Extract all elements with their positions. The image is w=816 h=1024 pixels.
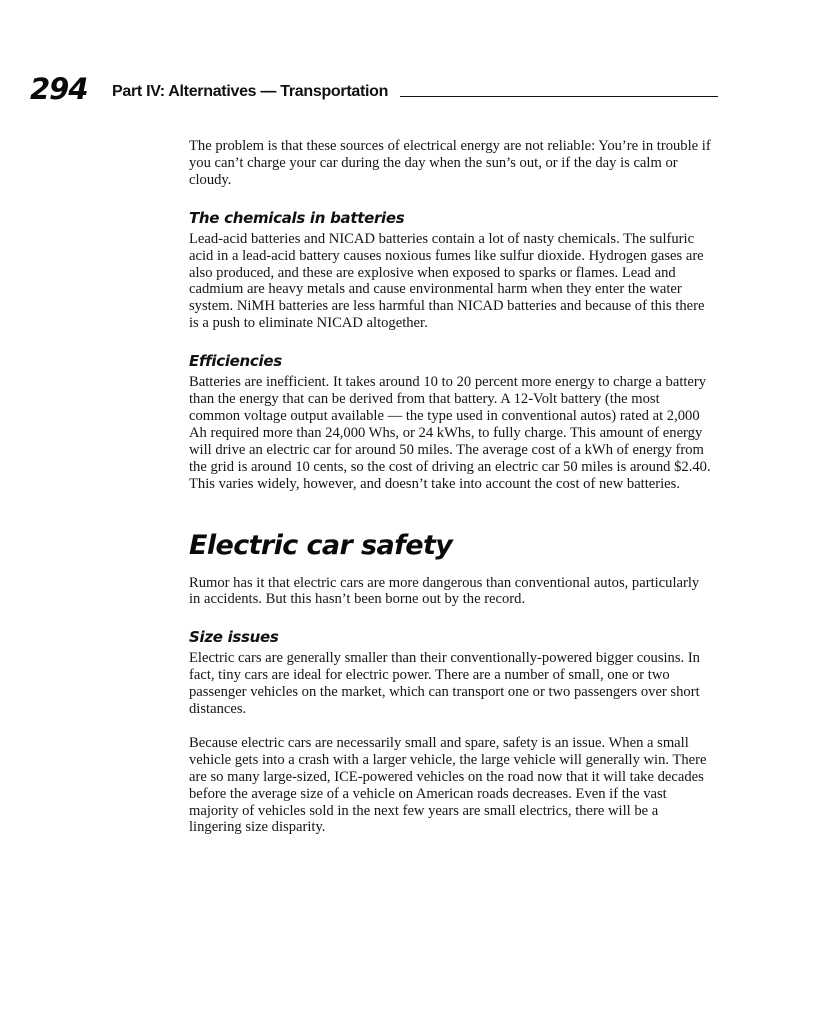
paragraph-safety-intro: Rumor has it that electric cars are more dangerous than conventional autos, particularly in accidents. But this hasn’t been borne out by the record.	[189, 574, 700, 608]
section-heading-chemicals: The chemicals in batteries	[189, 208, 405, 227]
paragraph-size-issues-2: Because electric cars are necessarily small and spare, safety is an issue. When a small vehicle gets into a crash with a larger vehicle, the large vehicle will generally win. There are so many large-sized, ICE-powered vehicles on the road now that it will take decades before the average size of a vehicle on American roads decreases. Even if the vast majority of vehicles sold in the next few years are small electrics, there will be a lingering size disparity.	[189, 734, 707, 836]
page-content	[189, 138, 711, 836]
intro-paragraph: The problem is that these sources of electrical energy are not reliable: You’re in trouble if you can’t charge your car during the day when the sun’s out, or if the day is calm or cloudy.	[189, 138, 711, 188]
major-heading-safety: Electric car safety	[189, 529, 453, 561]
paragraph-chemicals: Lead-acid batteries and NICAD batteries contain a lot of nasty chemicals. The sulfuric acid in a lead-acid battery causes noxious fumes like sulfur dioxide. Hydrogen gases are also produced, and these are explosive when exposed to sparks or flames. Lead and cadmium are heavy metals and cause environmental harm when they enter the water system. NiMH batteries are less harmful than NICAD batteries and because of this there is a push to eliminate NICAD altogether.	[189, 230, 705, 332]
paragraph-efficiencies: Batteries are inefficient. It takes around 10 to 20 percent more energy to charge a battery than the energy that can be derived from that battery. A 12-Volt battery (the most common voltage output available — the type used in conventional autos) rated at 2,000 Ah required more than 24,000 Whs, or 24 kWhs, to fully charge. This amount of energy will drive an electric car for around 50 miles. The average cost of a kWh of energy from the grid is around 10 cents, so the cost of driving an electric car 50 miles is around $2.40. This varies widely, however, and doesn’t take into account the cost of new batteries.	[189, 374, 711, 492]
paragraph-size-issues-1: Electric cars are generally smaller than their conventionally-powered bigger cousins. In fact, tiny cars are ideal for electric power. There are a number of small, one or two passenger vehicles on the market, which can transport one or two passengers over short distances.	[189, 650, 700, 718]
section-heading-size-issues: Size issues	[189, 628, 279, 647]
page-number: 294	[30, 72, 88, 106]
page-header	[30, 72, 718, 106]
section-heading-efficiencies: Efficiencies	[189, 352, 282, 371]
header-rule	[400, 96, 718, 97]
running-title: Part IV: Alternatives — Transportation	[112, 83, 389, 100]
